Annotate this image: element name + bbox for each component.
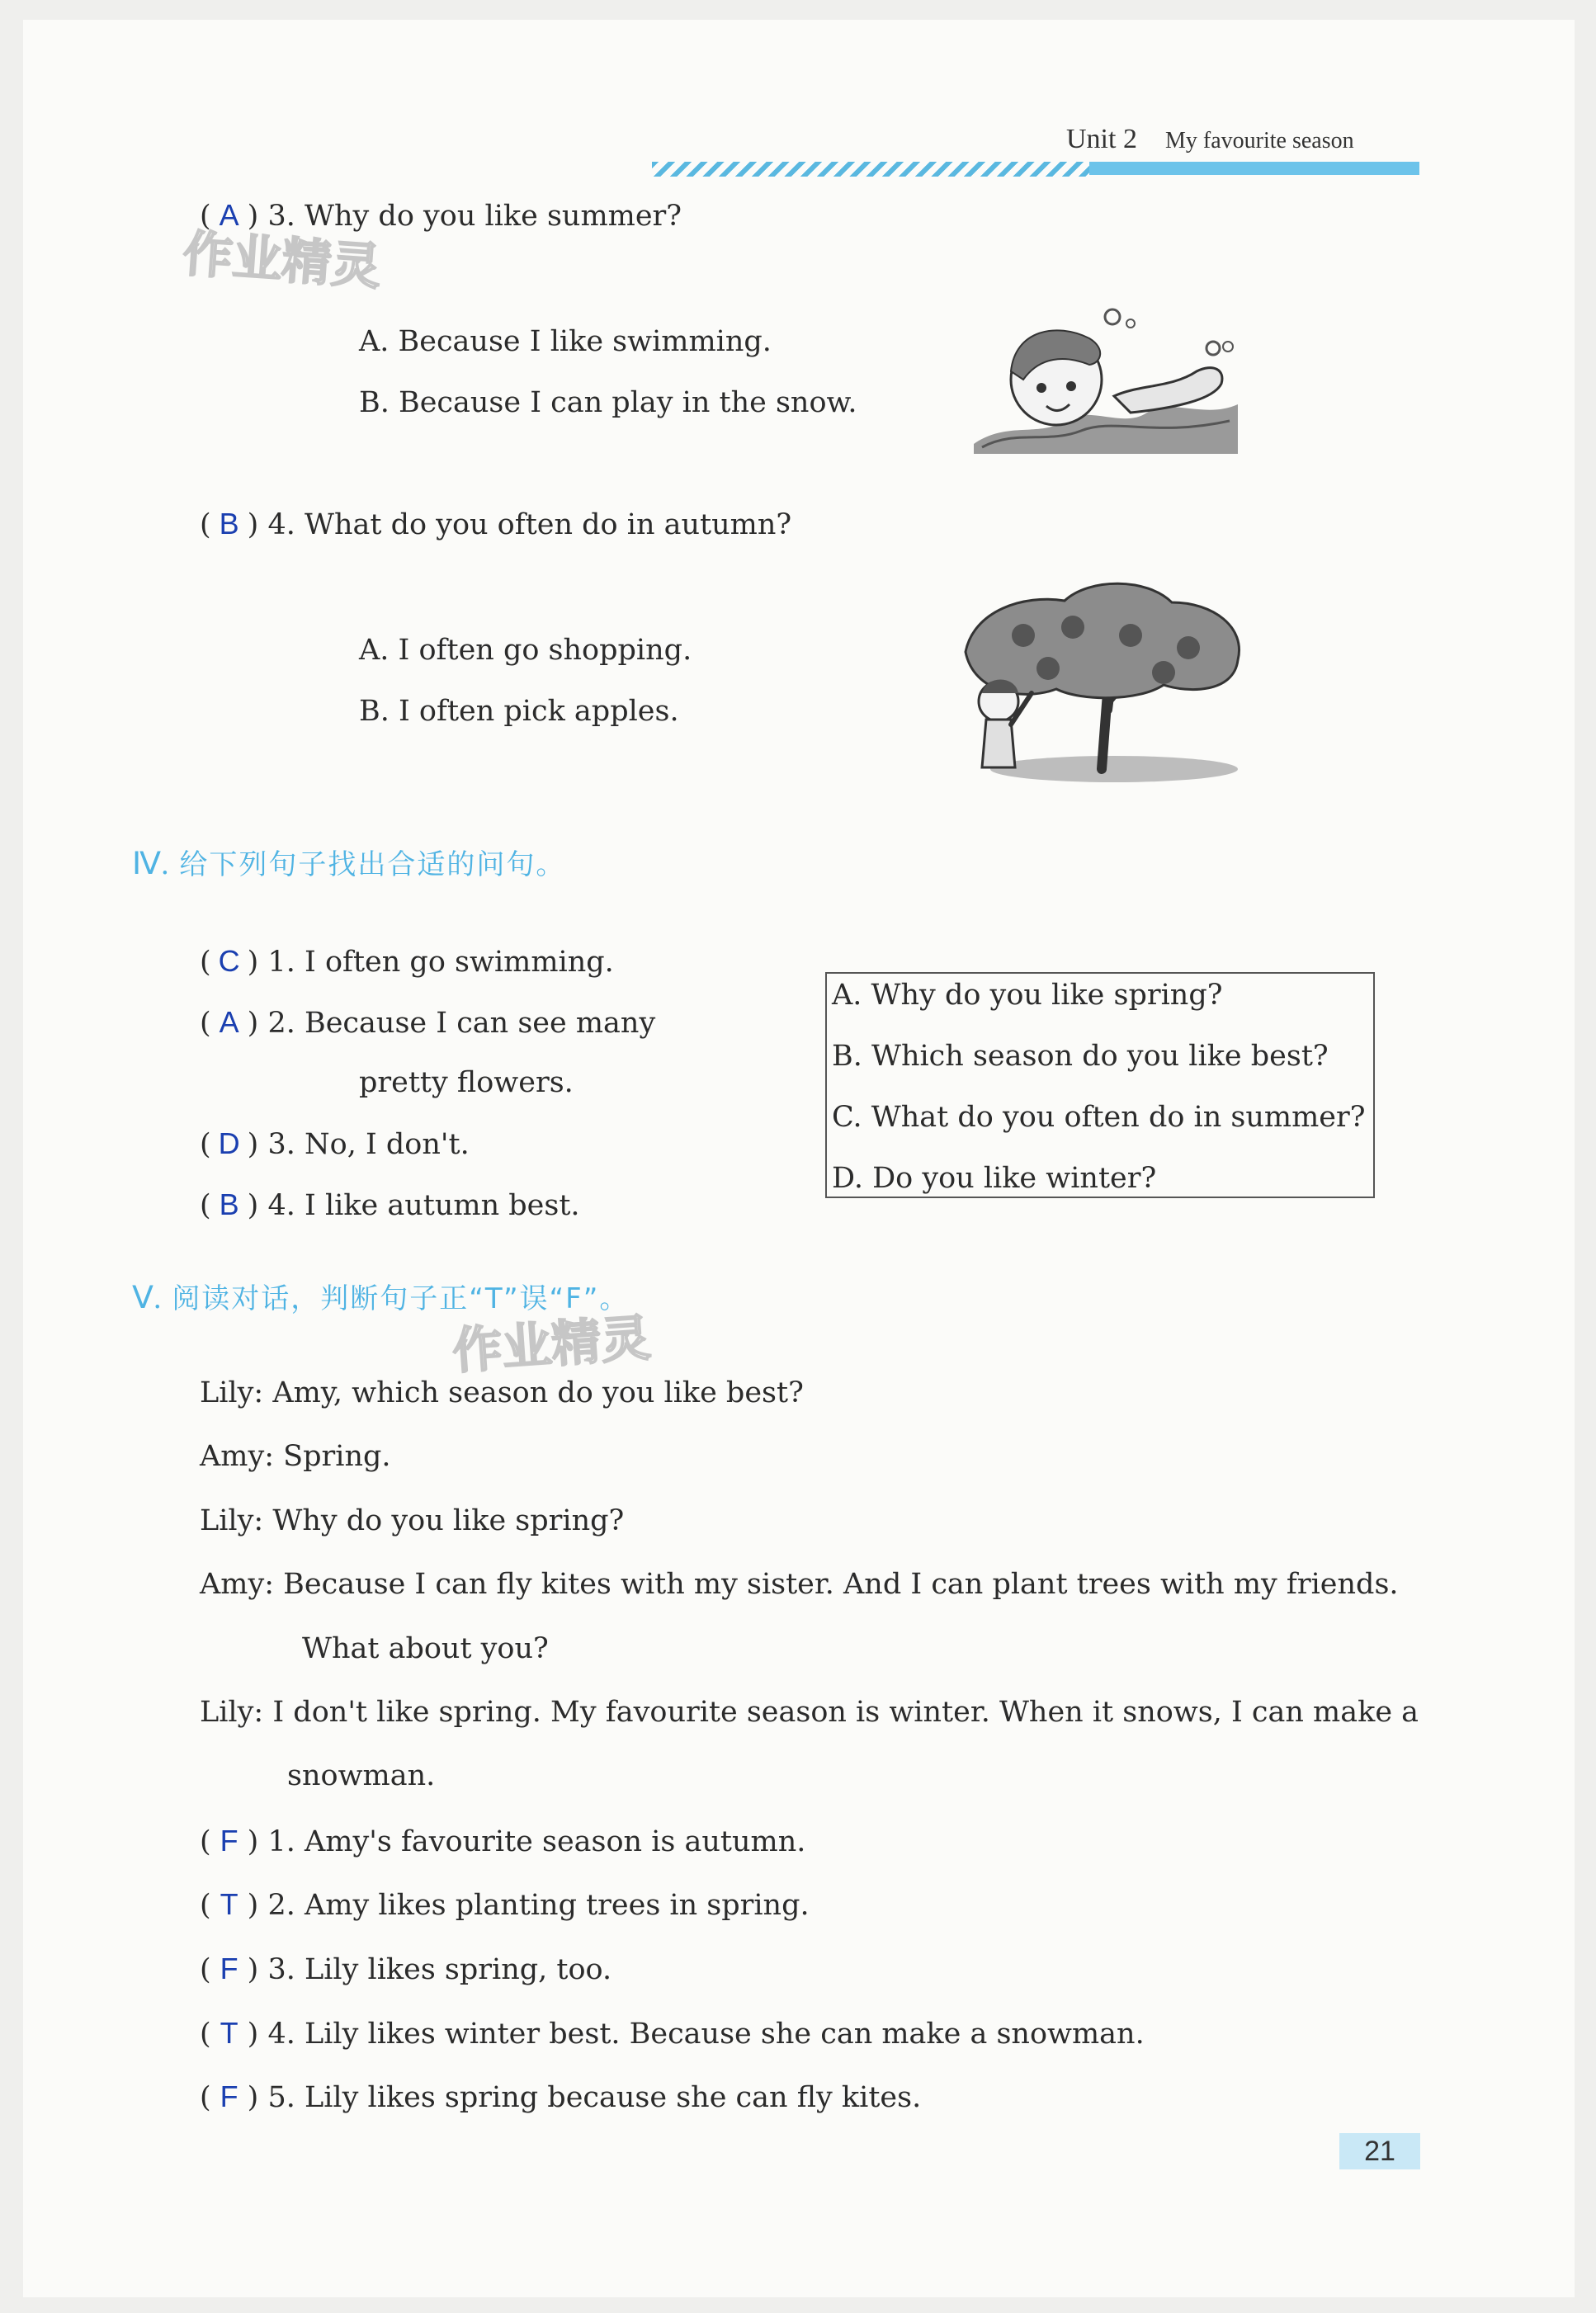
question-item: ( A ) 3. Why do you like summer?: [200, 198, 682, 233]
judge-item: ( T ) 4. Lily likes winter best. Because she can make a snowman.: [200, 2016, 1145, 2051]
section-numeral: Ⅳ.: [132, 847, 169, 881]
match-item: ( C ) 1. I often go swimming.: [200, 944, 614, 979]
item-number: 3.: [267, 1953, 295, 1986]
item-number: 2.: [267, 1007, 295, 1040]
item-text: Because I can see many: [305, 1007, 656, 1040]
item-text: Lily likes spring because she can fly kites.: [305, 2081, 922, 2114]
item-number: 5.: [267, 2081, 295, 2114]
item-text: No, I don't.: [305, 1128, 470, 1161]
answer-mark: F: [220, 2079, 238, 2113]
question-item: ( B ) 4. What do you often do in autumn?: [200, 507, 792, 541]
item-text: Amy likes planting trees in spring.: [305, 1889, 810, 1922]
section-numeral: Ⅴ.: [132, 1281, 162, 1315]
question-number: 3.: [267, 200, 295, 233]
dialog-text-continued: What about you?: [302, 1632, 549, 1665]
item-text: I like autumn best.: [305, 1189, 580, 1222]
judge-item: ( F ) 1. Amy's favourite season is autumn.: [200, 1824, 806, 1858]
answer-mark: F: [220, 1952, 238, 1985]
item-text-continued: pretty flowers.: [359, 1066, 574, 1099]
dialog-speaker: Lily:: [200, 1376, 264, 1409]
judge-item: ( F ) 3. Lily likes spring, too.: [200, 1952, 612, 1986]
section-heading: [132, 842, 565, 882]
option-b: B. Because I can play in the snow.: [359, 386, 857, 419]
answer-mark: T: [220, 2016, 238, 2050]
dialog-text: Why do you like spring?: [272, 1504, 625, 1537]
answer-mark: A: [219, 198, 239, 232]
dialog-line: [200, 1376, 804, 1409]
watermark: 作业精灵: [181, 224, 383, 297]
dialog-line: [200, 1696, 1419, 1729]
apple-tree-child-illustration: [949, 578, 1254, 784]
option-a: A. Because I like swimming.: [359, 325, 772, 358]
option-b: B. I often pick apples.: [359, 695, 679, 728]
dialog-text: Amy, which season do you like best?: [272, 1376, 804, 1409]
answer-mark: F: [220, 1824, 238, 1857]
option-a: A. I often go shopping.: [359, 634, 692, 667]
box-option-a: A. Why do you like spring?: [832, 979, 1223, 1012]
item-number: 3.: [267, 1128, 295, 1161]
question-text: Why do you like summer?: [305, 200, 682, 233]
answer-mark: C: [218, 944, 240, 978]
dialog-speaker: Lily:: [200, 1504, 264, 1537]
header-unit: Unit 2: [1066, 124, 1137, 154]
item-number: 1.: [267, 1825, 295, 1858]
item-number: 2.: [267, 1889, 295, 1922]
item-text: Lily likes winter best. Because she can make a snowman.: [305, 2018, 1145, 2051]
item-number: 4.: [267, 2018, 295, 2051]
dialog-line: [200, 1504, 624, 1537]
dialog-speaker: Lily:: [200, 1696, 264, 1729]
question-options-box: [825, 972, 1375, 1198]
judge-item: ( T ) 2. Amy likes planting trees in spring.: [200, 1887, 810, 1922]
answer-mark: T: [220, 1887, 238, 1921]
item-text: Lily likes spring, too.: [305, 1953, 612, 1986]
answer-mark: B: [219, 507, 239, 540]
dialog-speaker: Amy:: [200, 1568, 275, 1601]
dialog-line: [200, 1440, 391, 1473]
box-option-d: D. Do you like winter?: [832, 1162, 1157, 1195]
item-number: 1.: [267, 946, 295, 979]
header-bar-decoration: [1089, 162, 1419, 175]
answer-mark: D: [218, 1126, 240, 1160]
page-number: 21: [1339, 2133, 1420, 2169]
swimming-child-illustration: [966, 305, 1246, 462]
header-hatch-decoration: [652, 162, 1089, 177]
section-title: 阅读对话，判断句子正“T”误“F”。: [172, 1282, 630, 1315]
answer-mark: A: [219, 1005, 239, 1039]
dialog-text: Spring.: [283, 1440, 391, 1473]
dialog-speaker: Amy:: [200, 1440, 275, 1473]
item-number: 4.: [267, 1189, 295, 1222]
dialog-text-continued: snowman.: [287, 1759, 436, 1792]
match-item: ( A ) 2. Because I can see many: [200, 1005, 656, 1040]
question-text: What do you often do in autumn?: [305, 508, 792, 541]
item-text: I often go swimming.: [305, 946, 614, 979]
section-title: 给下列句子找出合适的问句。: [179, 848, 566, 881]
item-text: Amy's favourite season is autumn.: [305, 1825, 806, 1858]
watermark: 作业精灵: [451, 1309, 653, 1381]
question-number: 4.: [267, 508, 295, 541]
match-item: ( D ) 3. No, I don't.: [200, 1126, 470, 1161]
dialog-text: I don't like spring. My favourite season is winter. When it snows, I can make a: [272, 1696, 1419, 1729]
answer-mark: B: [219, 1187, 239, 1221]
dialog-line: [200, 1568, 1399, 1601]
section-heading: [132, 1276, 629, 1316]
judge-item: ( F ) 5. Lily likes spring because she can fly kites.: [200, 2079, 922, 2114]
box-option-b: B. Which season do you like best?: [832, 1040, 1329, 1073]
box-option-c: C. What do you often do in summer?: [832, 1101, 1366, 1134]
dialog-text: Because I can fly kites with my sister. And I can plant trees with my friends.: [283, 1568, 1399, 1601]
match-item: ( B ) 4. I like autumn best.: [200, 1187, 580, 1222]
header-title: My favourite season: [1165, 128, 1354, 153]
